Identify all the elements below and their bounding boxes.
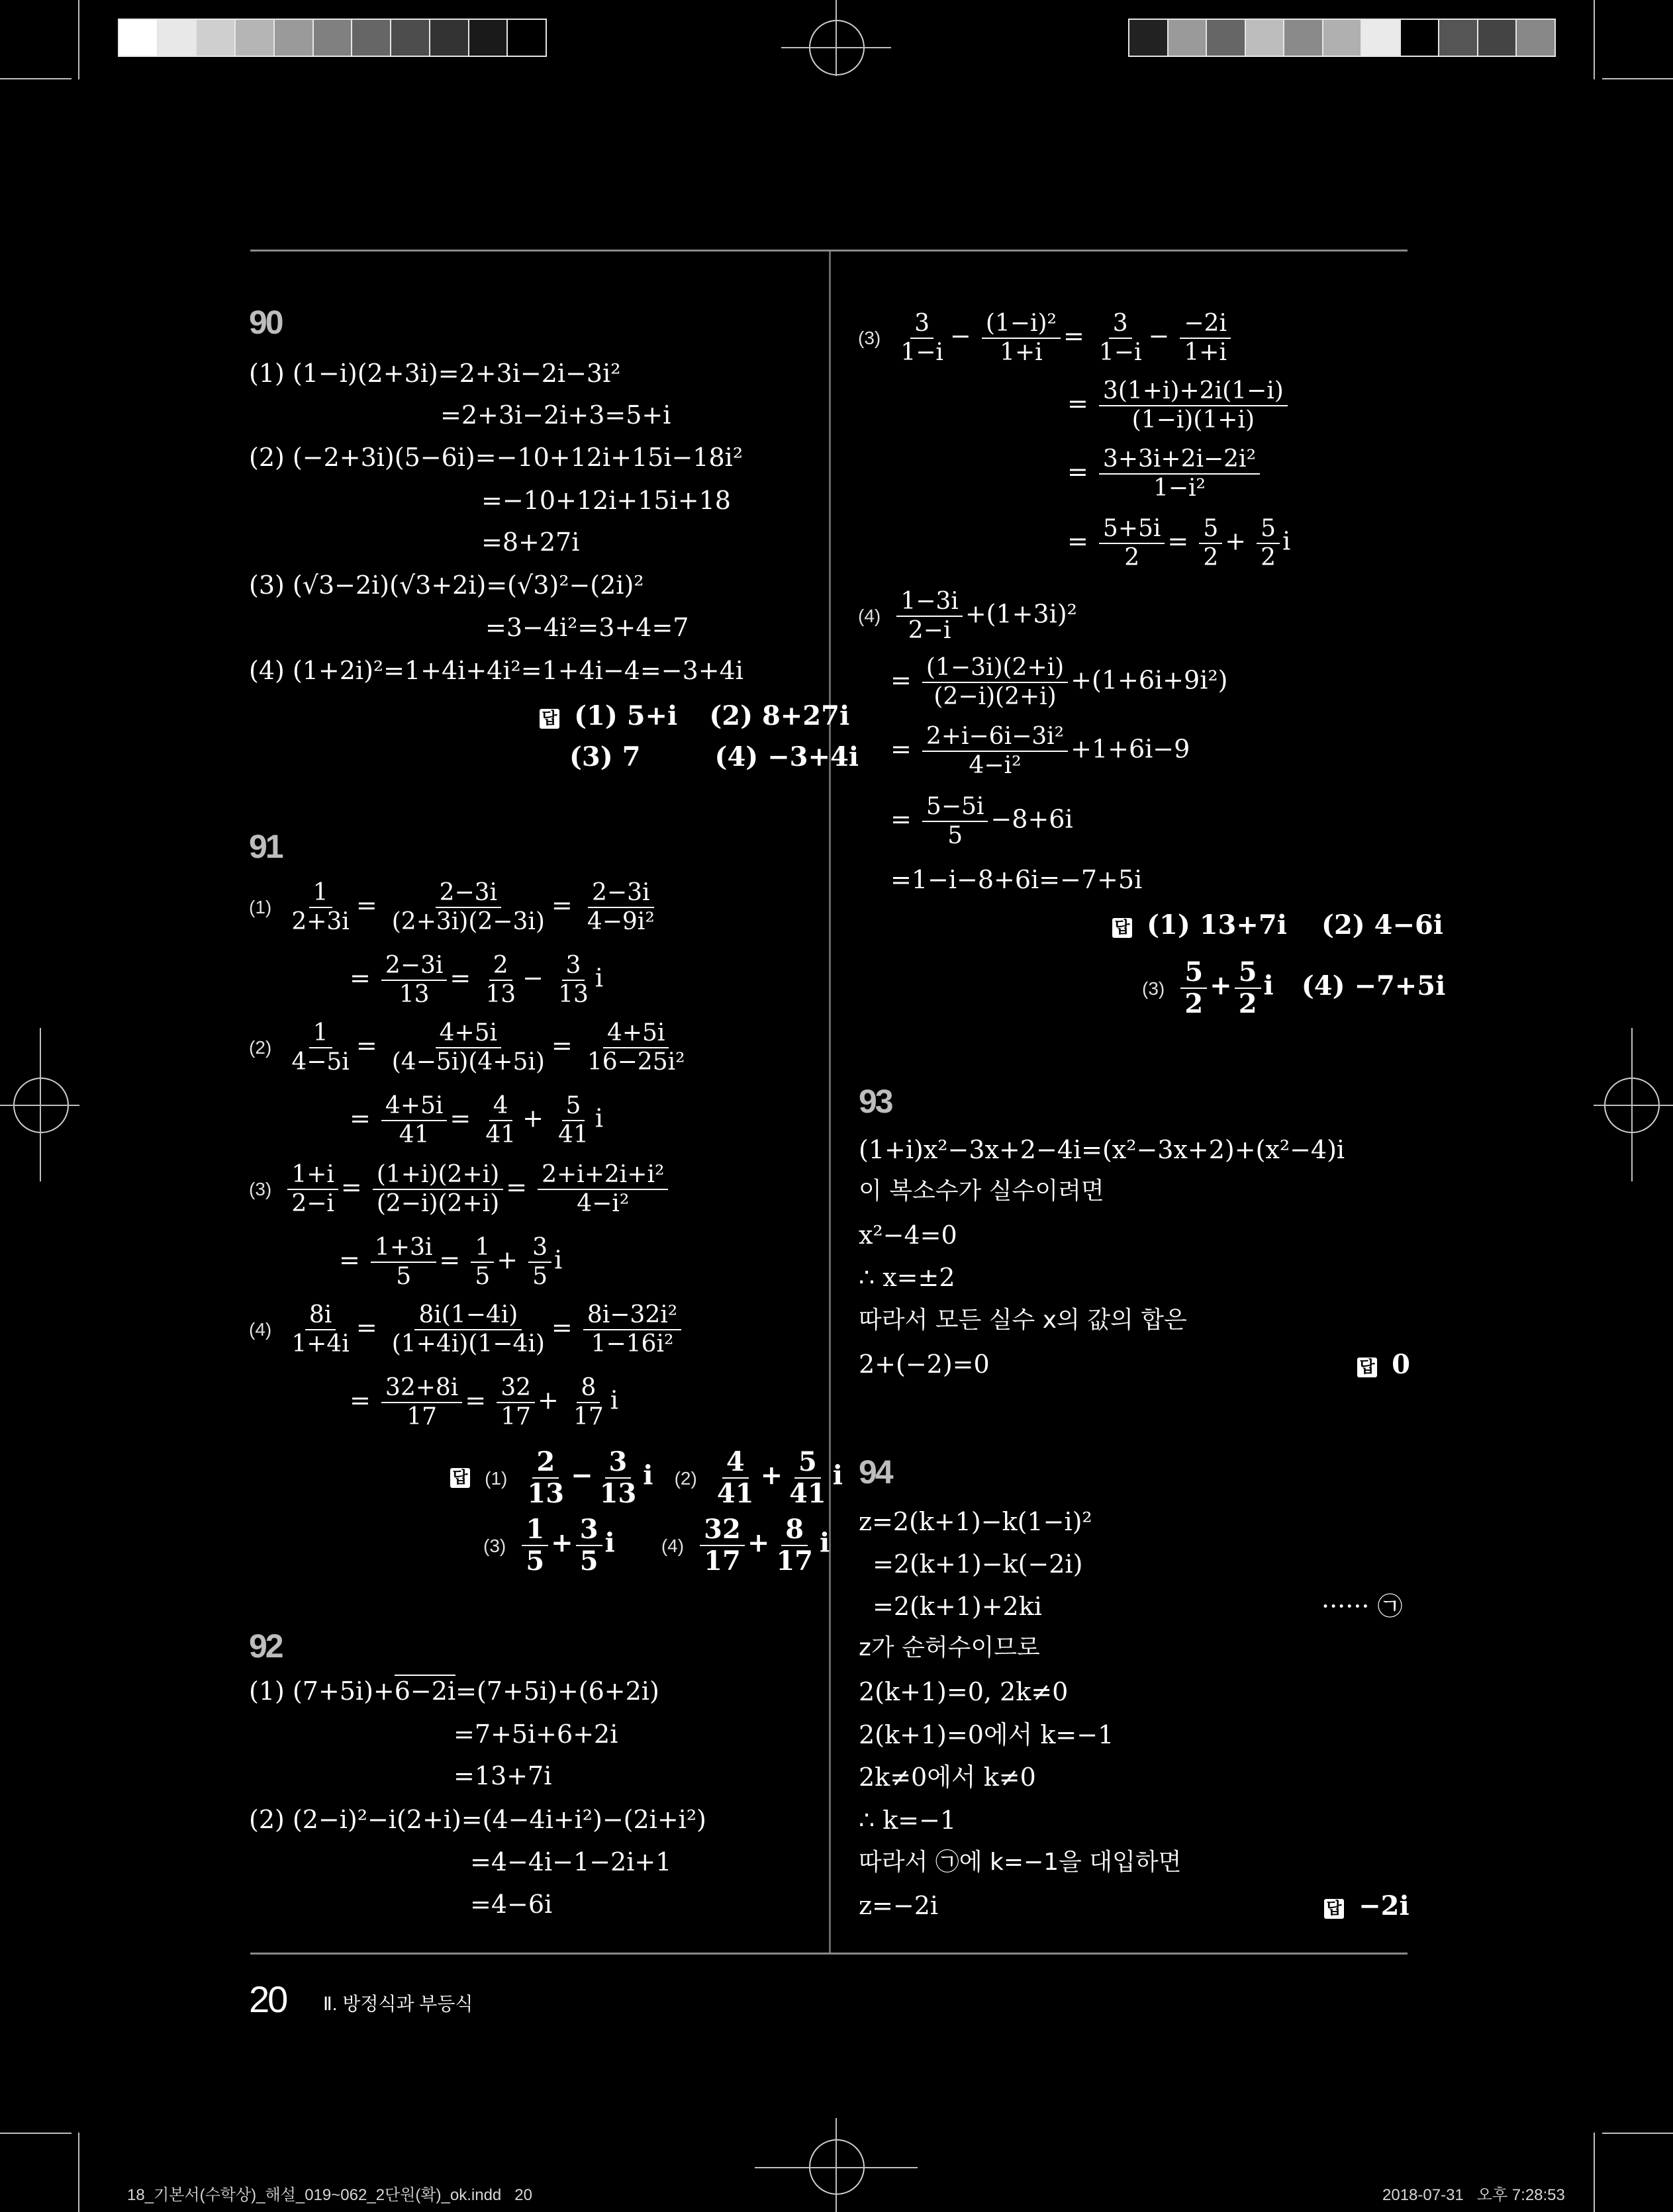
file-slug: 18_기본서(수학상)_해설_019~062_2단원(확)_ok.indd 20 xyxy=(127,2186,532,2204)
conjugate-bar: 6−2i xyxy=(395,1675,455,1706)
solution-line: 따라서 모든 실수 x의 값의 합은 xyxy=(859,1307,1187,1334)
problem-number: 93 xyxy=(859,1083,892,1120)
crop-line xyxy=(1594,2133,1595,2212)
answer-value: (4) −3+4i xyxy=(714,741,859,772)
fraction: $\frac{4+5i}{\text{16−25i²}}$ xyxy=(587,1019,685,1076)
solution-line: (2) $\frac{1}{4-5i}$ = $\frac{4+5i}{(4-5i)(4+5i)}$ = $\frac{4+5i}{\text{16−25i²}}$ xyxy=(249,1021,692,1075)
answer-fraction: $\frac{2}{13}$ xyxy=(527,1446,565,1509)
item-number: (1) xyxy=(249,897,272,918)
solution-line: 2k≠0에서 k≠0 xyxy=(859,1763,1036,1792)
answer-value: 0 xyxy=(1392,1349,1410,1380)
answer-value: (1) 13+7i xyxy=(1147,909,1287,941)
solution-line: (2) (−2+3i)(5−6i)=−10+12i+15i−18i² xyxy=(249,443,743,472)
color-bar-right xyxy=(1128,19,1556,57)
answer-row xyxy=(1357,1349,1410,1380)
fraction: $\frac{1+3i}{5}$ xyxy=(371,1235,437,1289)
answer-value: −2i xyxy=(1359,1890,1410,1921)
print-timestamp: 2018-07-31 오후 7:28:53 xyxy=(1382,2186,1565,2204)
solution-line: (2) (2−i)²−i(2+i)=(4−4i+i²)−(2i+i²) xyxy=(249,1805,706,1834)
fraction: $\frac{3(1+i)+2i(1-i)}{(1-i)(1+i)}$ xyxy=(1099,379,1288,433)
solution-line: =7+5i+6+2i xyxy=(454,1720,618,1749)
fraction: $\frac{1-3i}{2-i}$ xyxy=(896,589,963,643)
fraction: $\frac{1}{2+3i}$ xyxy=(291,879,350,935)
solution-line: (4) $\frac{1-3i}{2-i}$ +(1+3i)² xyxy=(858,588,1077,644)
item-number: (4) xyxy=(249,1319,272,1340)
column-divider xyxy=(829,252,831,1953)
answer-mark-icon: 답 xyxy=(1112,918,1132,938)
section-title: Ⅱ. 방정식과 부등식 xyxy=(323,1994,473,2014)
solution-line: =13+7i xyxy=(454,1761,552,1790)
fraction: $\frac{3}{13}$ xyxy=(558,952,589,1008)
problem-number: 91 xyxy=(249,828,282,865)
solution-line: =1−i−8+6i=−7+5i xyxy=(890,865,1143,894)
solution-line: = $\frac{\text{2+i−6i−3i²}}{\text{4−i²}}$ +1+6i−9 xyxy=(890,723,1190,779)
solution-line: z=−2i xyxy=(859,1891,939,1920)
fraction: $\frac{\text{(1−i)²}}{1+i}$ xyxy=(982,311,1061,365)
solution-line: = $\frac{5-5i}{5}$ −8+6i xyxy=(890,793,1073,849)
solution-line: (1) (1−i)(2+3i)=2+3i−2i−3i² xyxy=(249,359,621,388)
answer-value: (4) −7+5i xyxy=(1301,970,1446,1001)
fraction: $\frac{2-3i}{13}$ xyxy=(381,953,448,1007)
crop-line xyxy=(1602,2133,1673,2134)
solution-line: (4) $\frac{8i}{1+4i}$ = $\frac{8i(1-4i)}{(1+4i)(1-4i)}$ = $\frac{\text{8i−32i²}}{\text{1−16i²}}$ xyxy=(249,1303,684,1357)
answer-fraction: $\frac{32}{17}$ xyxy=(700,1516,745,1575)
fraction: $\frac{3}{1-i}$ xyxy=(900,310,943,366)
answer-mark-icon: 답 xyxy=(1324,1899,1344,1919)
solution-line: z=2(k+1)−k(1−i)² xyxy=(859,1507,1092,1536)
fraction: $\frac{\text{2+i+2i+i²}}{\text{4−i²}}$ xyxy=(538,1162,668,1217)
solution-line: (1+i)x²−3x+2−4i=(x²−3x+2)+(x²−4)i xyxy=(859,1135,1345,1164)
solution-line: =4−4i−1−2i+1 xyxy=(470,1847,672,1876)
answer-fraction: $\frac{1}{5}$ xyxy=(522,1516,548,1575)
solution-line: = $\frac{3(1+i)+2i(1-i)}{(1-i)(1+i)}$ xyxy=(1067,379,1290,433)
solution-line: =2(k+1)+2ki xyxy=(873,1592,1042,1621)
solution-line: (1) (7+5i)+6−2i=(7+5i)+(6+2i) xyxy=(249,1679,659,1704)
fraction: $\frac{\text{8i−32i²}}{\text{1−16i²}}$ xyxy=(583,1303,681,1357)
solution-line: ∴ x=±2 xyxy=(859,1263,955,1292)
fraction: $\frac{\text{3+3i+2i−2i²}}{\text{1−i²}}$ xyxy=(1099,447,1260,501)
fraction: $\frac{3}{1-i}$ xyxy=(1098,310,1142,366)
solution-line: (1) $\frac{1}{2+3i}$ = $\frac{2-3i}{(2+3i)(2-3i)}$ = $\frac{2-3i}{\text{4−9i²}}$ xyxy=(249,880,661,935)
crop-line xyxy=(40,1028,41,1181)
fraction: $\frac{5+5i}{2}$ xyxy=(1099,516,1165,571)
answer-row xyxy=(1324,1890,1410,1921)
answer-mark-icon: 답 xyxy=(450,1468,470,1488)
solution-line: = $\frac{32+8i}{17}$ = $\frac{32}{17}$ + $\frac{8}{17}$ i xyxy=(350,1374,618,1430)
solution-line: x²−4=0 xyxy=(859,1221,957,1250)
answer-row: 답 (1) $\frac{2}{13}$ − $\frac{3}{13}$ i (2) $\frac{4}{41}$ + $\frac{5}{41}$ i xyxy=(450,1448,843,1508)
solution-line: (3) (√3−2i)(√3+2i)=(√3)²−(2i)² xyxy=(249,571,644,600)
fraction: $\frac{2}{13}$ xyxy=(485,952,516,1008)
crop-line xyxy=(0,78,72,79)
fraction: $\frac{3}{5}$ xyxy=(528,1235,551,1289)
solution-line: (3) $\frac{3}{1-i}$ − $\frac{\text{(1−i)²}}{1+i}$ = $\frac{3}{1-i}$ − $\frac{-2i}{1+i}$ xyxy=(858,311,1233,365)
fraction: $\frac{4+5i}{(4-5i)(4+5i)}$ xyxy=(391,1019,545,1076)
crop-line xyxy=(781,47,891,48)
solution-line: 2(k+1)=0에서 k=−1 xyxy=(859,1720,1114,1749)
crop-line xyxy=(0,2133,72,2134)
solution-line: =4−6i xyxy=(470,1890,553,1919)
fraction: $\frac{5}{2}$ xyxy=(1199,516,1222,571)
answer-row xyxy=(1112,909,1443,941)
crop-line xyxy=(1631,1028,1633,1181)
solution-line: = $\frac{5+5i}{2}$ = $\frac{5}{2}$ + $\frac{5}{2}$ i xyxy=(1067,515,1291,571)
fraction: $\frac{32}{17}$ xyxy=(497,1375,535,1430)
answer-fraction: $\frac{5}{41}$ xyxy=(789,1446,826,1509)
fraction: $\frac{2-3i}{(2+3i)(2-3i)}$ xyxy=(391,879,545,935)
fraction: $\frac{5-5i}{5}$ xyxy=(922,794,988,849)
solution-line: =2(k+1)−k(−2i) xyxy=(873,1549,1083,1579)
fraction: $\frac{-2i}{1+i}$ xyxy=(1180,311,1231,365)
solution-line: =8+27i xyxy=(481,528,580,557)
fraction: $\frac{(1-3i)(2+i)}{(2-i)(2+i)}$ xyxy=(922,655,1068,710)
solution-line: =−10+12i+15i+18 xyxy=(481,486,731,515)
fraction: $\frac{\text{2+i−6i−3i²}}{\text{4−i²}}$ xyxy=(922,724,1068,778)
solution-line: =2+3i−2i+3=5+i xyxy=(440,400,671,430)
answer-mark-icon: 답 xyxy=(1357,1358,1377,1377)
fraction: $\frac{4+5i}{41}$ xyxy=(381,1093,448,1148)
answer-row: (3) $\frac{1}{5}$ + $\frac{3}{5}$ i (4) $\frac{32}{17}$ + $\frac{8}{17}$ i xyxy=(483,1514,830,1577)
solution-line: = $\frac{(1-3i)(2+i)}{(2-i)(2+i)}$ +(1+6i+9i²) xyxy=(890,654,1228,710)
crop-line xyxy=(1602,78,1673,79)
fraction: $\frac{(1+i)(2+i)}{(2-i)(2+i)}$ xyxy=(373,1162,503,1217)
item-number: (2) xyxy=(249,1037,272,1058)
answer-value: (1) 5+i xyxy=(574,700,678,731)
color-bar-left xyxy=(118,19,547,57)
crop-line xyxy=(836,0,837,76)
crop-line xyxy=(78,2133,79,2212)
answer-fraction: $\frac{5}{2}$ xyxy=(1235,958,1261,1018)
problem-number: 94 xyxy=(859,1453,892,1491)
crop-line xyxy=(78,0,79,79)
problem-number: 90 xyxy=(249,304,282,341)
page-number: 20 xyxy=(249,1978,287,2020)
solution-line: =3−4i²=3+4=7 xyxy=(485,613,689,642)
crop-line xyxy=(836,2118,837,2212)
answer-fraction: $\frac{8}{17}$ xyxy=(776,1514,814,1577)
answer-fraction: $\frac{5}{2}$ xyxy=(1180,958,1207,1018)
fraction: $\frac{2-3i}{\text{4−9i²}}$ xyxy=(587,879,655,935)
answer-fraction: $\frac{4}{41}$ xyxy=(716,1446,754,1509)
fraction: $\frac{1}{5}$ xyxy=(471,1235,494,1289)
answer-value: (2) 4−6i xyxy=(1321,909,1443,941)
crop-line xyxy=(1594,1105,1673,1106)
bottom-rule xyxy=(250,1953,1408,1955)
solution-line: ∴ k=−1 xyxy=(859,1806,957,1835)
crop-line xyxy=(755,2167,918,2168)
answer-value: (3) 7 xyxy=(569,741,641,772)
solution-line: 2(k+1)=0, 2k≠0 xyxy=(859,1677,1069,1706)
solution-line: = $\frac{4+5i}{41}$ = $\frac{4}{41}$ + $\frac{5}{41}$ i xyxy=(350,1092,604,1148)
equation-tag: ······ ㉠ xyxy=(1321,1592,1403,1621)
solution-line: = $\frac{2-3i}{13}$ = $\frac{2}{13}$ − $\frac{3}{13}$ i xyxy=(350,952,604,1008)
answer-fraction: $\frac{3}{5}$ xyxy=(576,1516,602,1575)
problem-number: 92 xyxy=(249,1628,282,1665)
solution-line: (4) (1+2i)²=1+4i+4i²=1+4i−4=−3+4i xyxy=(249,656,743,685)
solution-line: z가 순허수이므로 xyxy=(859,1634,1040,1661)
solution-line: 2+(−2)=0 xyxy=(859,1350,990,1379)
solution-line: 이 복소수가 실수이려면 xyxy=(859,1177,1104,1205)
fraction: $\frac{4}{41}$ xyxy=(485,1092,516,1148)
fraction: $\frac{8}{17}$ xyxy=(573,1374,604,1430)
solution-line: (3) $\frac{1+i}{2-i}$ = $\frac{(1+i)(2+i)}{(2-i)(2+i)}$ = $\frac{\text{2+i+2i+i²}}{\text{4−i²}}$ xyxy=(249,1162,671,1217)
answer-row xyxy=(540,700,850,731)
fraction: $\frac{1+i}{2-i}$ xyxy=(287,1162,338,1217)
answer-mark-icon: 답 xyxy=(540,709,559,729)
fraction: $\frac{32+8i}{17}$ xyxy=(381,1375,462,1430)
fraction: $\frac{1}{4-5i}$ xyxy=(291,1019,350,1076)
answer-fraction: $\frac{3}{13}$ xyxy=(599,1446,637,1509)
fraction: $\frac{8i(1-4i)}{(1+4i)(1-4i)}$ xyxy=(391,1301,545,1358)
solution-line: = $\frac{1+3i}{5}$ = $\frac{1}{5}$ + $\frac{3}{5}$ i xyxy=(339,1234,563,1290)
answer-row: (3) $\frac{5}{2}$ + $\frac{5}{2}$ i (4) −7+5i xyxy=(1142,956,1446,1019)
item-number: (3) xyxy=(249,1179,272,1200)
solution-line: = $\frac{\text{3+3i+2i−2i²}}{\text{1−i²}}$ xyxy=(1067,447,1263,501)
fraction: $\frac{5}{41}$ xyxy=(558,1092,589,1148)
crop-line xyxy=(1594,0,1595,79)
fraction: $\frac{5}{2}$ xyxy=(1257,516,1280,571)
answer-value: (2) 8+27i xyxy=(709,700,850,731)
solution-line: 따라서 ㉠에 k=−1을 대입하면 xyxy=(859,1849,1182,1876)
answer-row xyxy=(569,741,859,772)
fraction: $\frac{8i}{1+4i}$ xyxy=(291,1301,350,1358)
